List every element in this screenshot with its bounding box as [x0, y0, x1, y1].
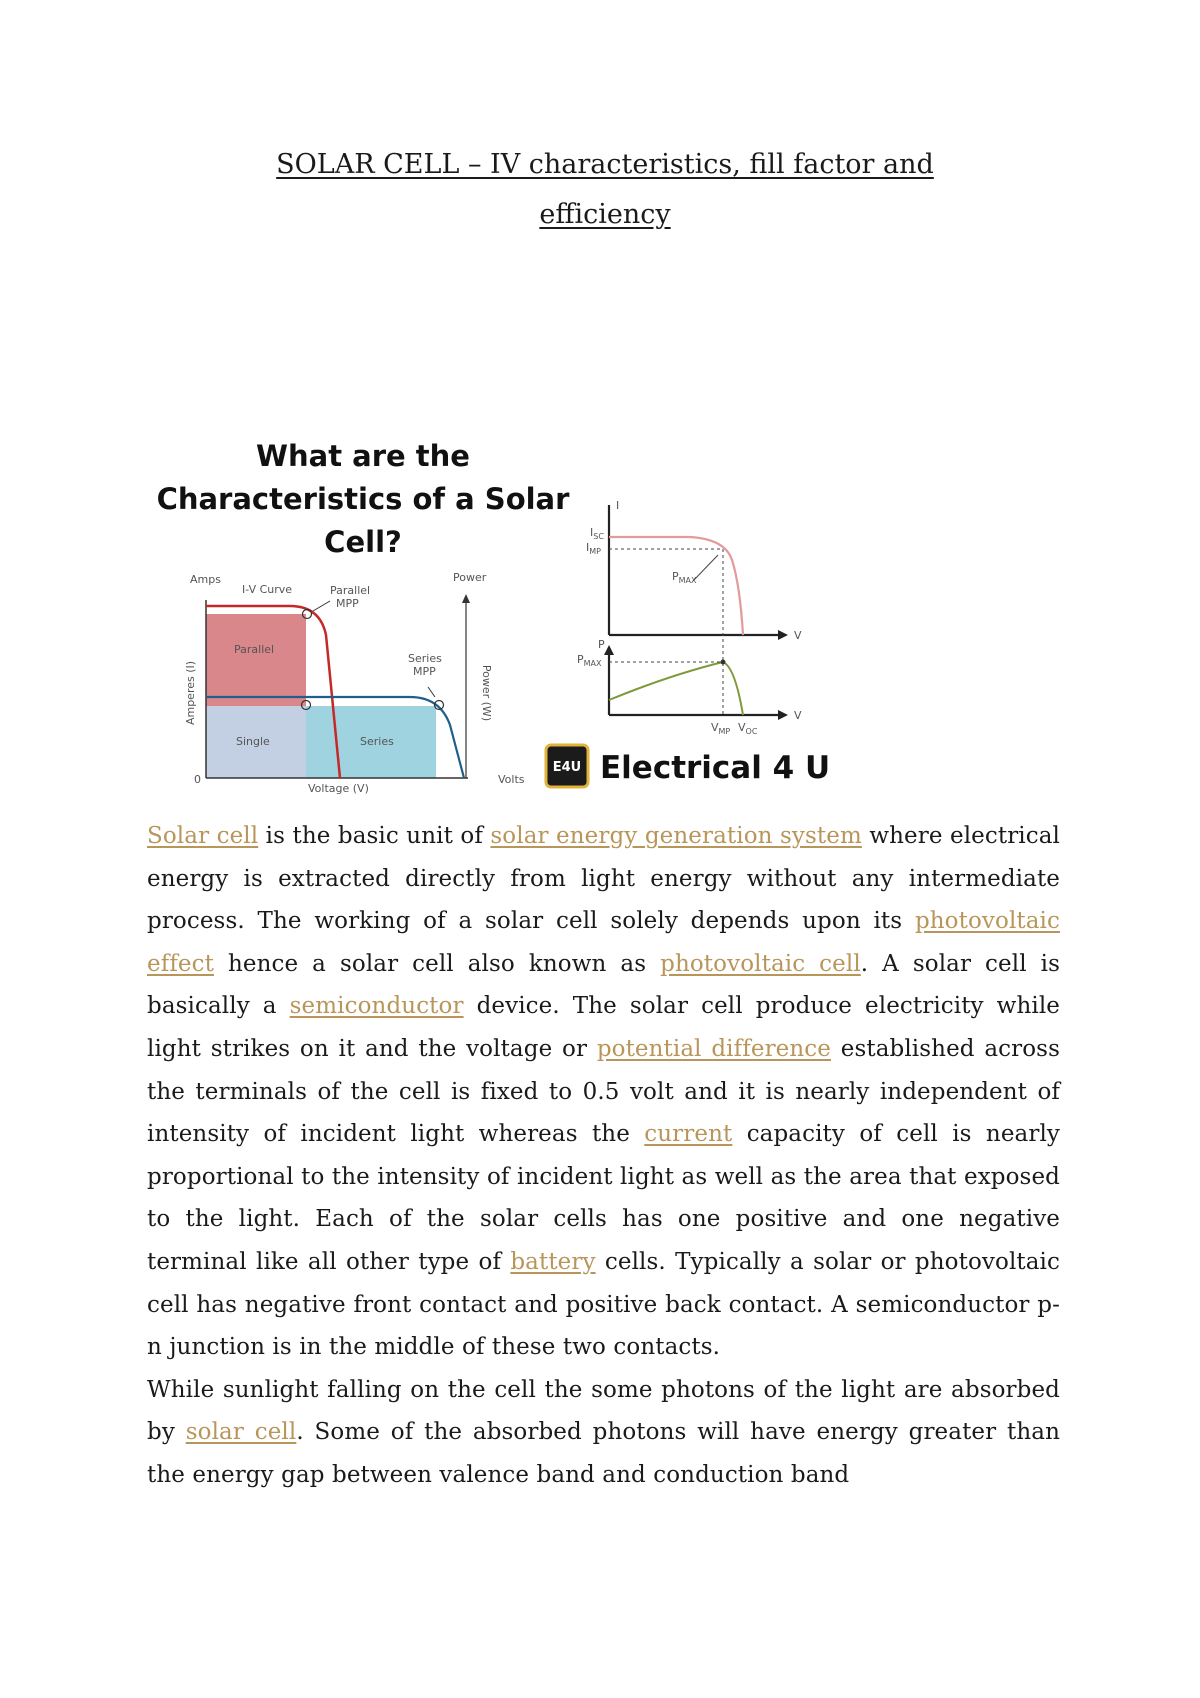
iv-i-label: I — [616, 499, 620, 512]
link-potential-difference[interactable]: potential difference — [596, 1035, 831, 1062]
amps-label: Amps — [190, 573, 221, 586]
link-solar-cell-2[interactable]: solar cell — [185, 1419, 297, 1446]
figure-svg — [150, 435, 850, 795]
link-photovoltaic-effect[interactable]: photovoltaic effect — [147, 908, 1060, 977]
text-run: While sunlight falling on the cell the some photons of the light are absorbed by — [147, 1376, 1060, 1446]
imp-label: $I_{MP}$ — [586, 541, 601, 556]
parallel-mpp-label-2: MPP — [336, 597, 359, 610]
e4u-logo-icon — [546, 745, 588, 787]
p-y-label: P — [598, 638, 605, 651]
link-current[interactable]: current — [644, 1121, 733, 1148]
region-series-label: Series — [360, 735, 394, 748]
pmax-point — [721, 660, 726, 665]
isc-label: $I_{SC}$ — [590, 526, 604, 541]
text-run: established across the terminals of the cell is fixed to 0.5 volt and it is nearly independent of intensity of incident light whereas the — [147, 1035, 1060, 1148]
p-pmax-label: $P_{MAX}$ — [577, 653, 602, 668]
amperes-axis-label: Amperes (I) — [184, 660, 197, 726]
figure-heading-line-3: Cell? — [324, 525, 402, 559]
region-parallel-label: Parallel — [234, 643, 275, 656]
series-mpp-pointer — [428, 687, 435, 697]
paragraph-1 — [147, 815, 1060, 1369]
region-parallel — [206, 614, 306, 706]
region-single-label: Single — [236, 735, 270, 748]
figure-heading-line-1: What are the — [256, 439, 470, 473]
voltage-axis-label: Voltage (V) — [308, 782, 369, 795]
article-body — [147, 815, 1060, 1497]
origin-label: 0 — [194, 773, 201, 786]
power-axis-label: Power (W) — [480, 664, 493, 722]
iv-x-arrow — [778, 630, 788, 640]
voc-label: $V_{OC}$ — [738, 721, 758, 736]
text-run: capacity of cell is nearly proportional to the intensity of incident light as well as the area that exposed to the light. Each of the solar cells has one positive and one negative terminal like all other type of — [147, 1121, 1060, 1275]
power-axis-arrow — [462, 594, 470, 603]
pmax-pointer — [693, 555, 718, 581]
solar-cell-characteristics-figure — [150, 435, 850, 795]
p-y-arrow — [604, 645, 614, 655]
title-line-1: SOLAR CELL – IV characteristics, fill factor and — [276, 149, 934, 180]
text-run: is the basic unit of — [258, 823, 491, 849]
logo-badge-text: E4U — [552, 760, 582, 775]
power-label: Power — [453, 571, 487, 584]
vmp-label: $V_{MP}$ — [711, 721, 731, 736]
parallel-mpp-label-1: Parallel — [330, 584, 371, 597]
iv-curve-label: I-V Curve — [242, 583, 293, 596]
p-x-arrow — [778, 710, 788, 720]
title-line-2: efficiency — [539, 199, 671, 230]
text-run: . A solar cell is basically a — [147, 950, 1060, 1020]
logo-text: Electrical 4 U — [600, 750, 831, 786]
paragraph-2 — [147, 1369, 1060, 1497]
text-run: hence a solar cell also known as — [213, 950, 661, 977]
series-mpp-label-1: Series — [408, 652, 442, 665]
text-run: where electrical energy is extracted directly from light energy without any intermediate process. The working of a solar cell solely depends upon its — [147, 823, 1061, 935]
link-solar-cell[interactable]: Solar cell — [147, 823, 259, 849]
link-battery[interactable]: battery — [510, 1248, 596, 1275]
link-semiconductor[interactable]: semiconductor — [289, 993, 464, 1020]
volts-label: Volts — [498, 773, 525, 786]
link-photovoltaic-cell[interactable]: photovoltaic cell — [660, 950, 861, 977]
figure-heading-line-2: Characteristics of a Solar — [156, 482, 570, 516]
link-solar-energy-generation-system[interactable]: solar energy generation system — [490, 823, 862, 849]
text-run: device. The solar cell produce electricity while light strikes on it and the voltage or — [147, 993, 1060, 1062]
series-mpp-label-2: MPP — [413, 665, 436, 678]
text-run: cells. Typically a solar or photovoltaic cell has negative front contact and positive back contact. A semiconductor p-n junction is in the middle of these two contacts. — [147, 1248, 1060, 1361]
parallel-mpp-pointer — [313, 601, 330, 611]
document-title — [200, 140, 1010, 240]
pmax-label: $P_{MAX}$ — [672, 570, 697, 585]
p-v-label: V — [794, 709, 802, 722]
text-run: . Some of the absorbed photons will have energy greater than the energy gap between valence band and conduction band — [147, 1419, 1061, 1488]
iv-v-label: V — [794, 629, 802, 642]
